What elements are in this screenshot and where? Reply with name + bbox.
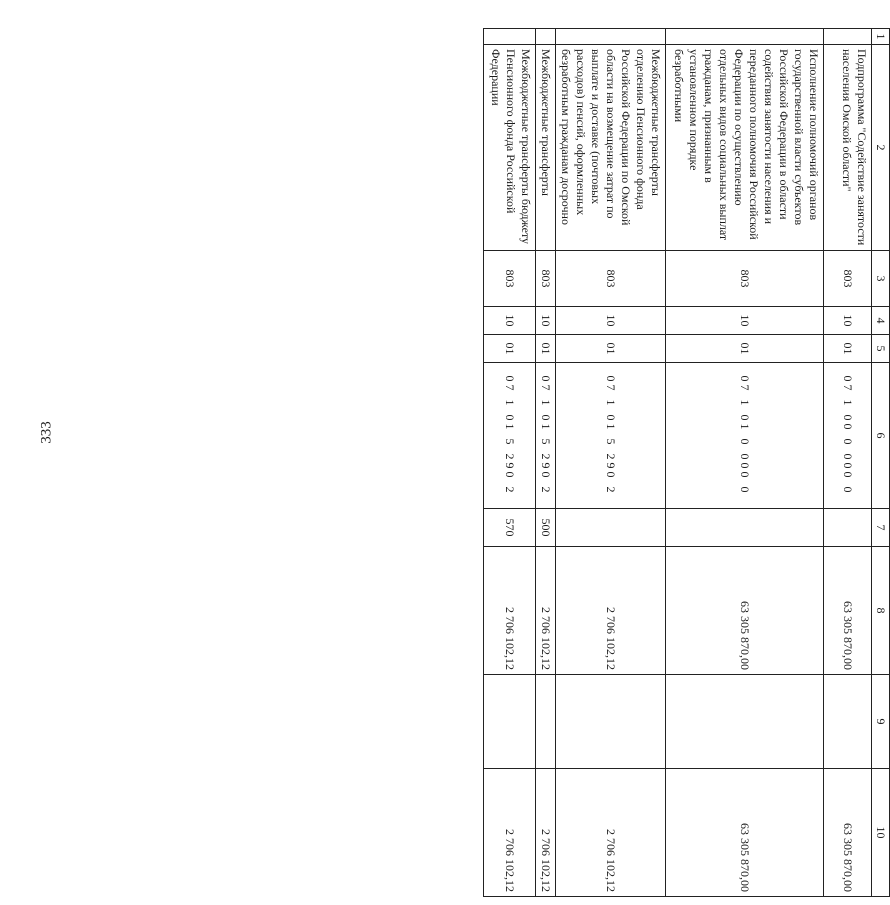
amount-col-10: 63 305 870,00 [824, 769, 872, 897]
header-row [872, 29, 890, 897]
header-cell: 1 [872, 29, 890, 45]
gr-code: 803 [824, 251, 872, 307]
header-cell: 2 [872, 45, 890, 251]
amount-col-8: 2 706 102,12 [536, 547, 556, 675]
row-name: Межбюджетные трансферты [536, 45, 556, 251]
amount-col-9 [666, 675, 824, 769]
row-marker-cell [484, 29, 536, 45]
header-cell: 8 [872, 547, 890, 675]
rz-code: 10 [666, 307, 824, 335]
amount-col-8: 63 305 870,00 [666, 547, 824, 675]
vr-code: 570 [484, 509, 536, 547]
amount-col-10: 2 706 102,12 [556, 769, 666, 897]
row-name: Межбюджетные трансферты отделению Пенсионного фонда Российской Федерации по Омской области на возмещение затрат по выплате и доставке (почтовых расходов) пенсий, оформленных безработным гражданам досрочно [556, 45, 666, 251]
header-cell: 10 [872, 769, 890, 897]
gr-code: 803 [536, 251, 556, 307]
pr-code: 01 [824, 335, 872, 363]
amount-col-9 [824, 675, 872, 769]
gr-code: 803 [666, 251, 824, 307]
pr-code: 01 [536, 335, 556, 363]
row-name: Подпрограмма "Содействие занятости населения Омской области" [824, 45, 872, 251]
csr-code: 07 1 00 0 000 0 [824, 363, 872, 509]
vr-code [824, 509, 872, 547]
amount-col-9 [484, 675, 536, 769]
csr-code: 07 1 01 5 290 2 [536, 363, 556, 509]
rz-code: 10 [824, 307, 872, 335]
amount-col-10: 2 706 102,12 [536, 769, 556, 897]
gr-code: 803 [484, 251, 536, 307]
amount-col-8: 63 305 870,00 [824, 547, 872, 675]
vr-code [666, 509, 824, 547]
row-marker-cell [666, 29, 824, 45]
header-cell: 7 [872, 509, 890, 547]
table-row [536, 29, 556, 897]
vr-code [556, 509, 666, 547]
budget-table-container [486, 28, 890, 896]
row-name: Межбюджетные трансферты бюджету Пенсионного фонда Российской Федерации [484, 45, 536, 251]
pr-code: 01 [484, 335, 536, 363]
header-cell: 6 [872, 363, 890, 509]
page-number: 333 [38, 421, 55, 444]
budget-table [483, 28, 890, 897]
rz-code: 10 [484, 307, 536, 335]
csr-code: 07 1 01 0 000 0 [666, 363, 824, 509]
amount-col-10: 63 305 870,00 [666, 769, 824, 897]
csr-code: 07 1 01 5 290 2 [484, 363, 536, 509]
amount-col-9 [556, 675, 666, 769]
table-row [556, 29, 666, 897]
vr-code: 500 [536, 509, 556, 547]
amount-col-9 [536, 675, 556, 769]
amount-col-10: 2 706 102,12 [484, 769, 536, 897]
csr-code: 07 1 01 5 290 2 [556, 363, 666, 509]
table-row [484, 29, 536, 897]
row-marker-cell [556, 29, 666, 45]
header-cell: 5 [872, 335, 890, 363]
amount-col-8: 2 706 102,12 [484, 547, 536, 675]
header-cell: 4 [872, 307, 890, 335]
row-marker-cell [536, 29, 556, 45]
pr-code: 01 [666, 335, 824, 363]
rz-code: 10 [556, 307, 666, 335]
table-row [666, 29, 824, 897]
header-cell: 9 [872, 675, 890, 769]
row-name: Исполнение полномочий органов государственной власти субъектов Российской Федерации в области содействия занятости населения и переданного полномочия Российской Федерации по осуществлению отдельных видов социальных выплат гражданам, признанным в установленном порядке безработными [666, 45, 824, 251]
gr-code: 803 [556, 251, 666, 307]
header-cell: 3 [872, 251, 890, 307]
table-row [824, 29, 872, 897]
amount-col-8: 2 706 102,12 [556, 547, 666, 675]
row-marker-cell [824, 29, 872, 45]
rz-code: 10 [536, 307, 556, 335]
pr-code: 01 [556, 335, 666, 363]
